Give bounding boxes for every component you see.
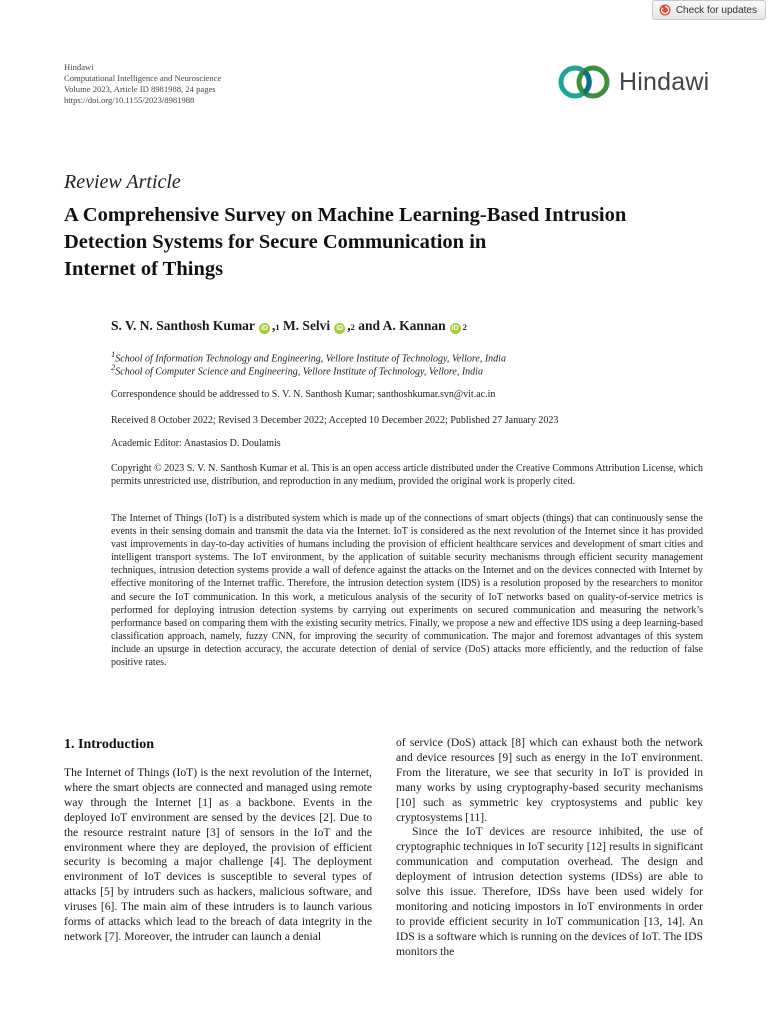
author-affiliation-sup: 2: [350, 322, 355, 332]
orcid-icon[interactable]: iD: [336, 325, 344, 332]
body-column-right: [396, 736, 703, 960]
body-column-left: [64, 766, 372, 945]
correspondence: Correspondence should be addressed to S. V. N. Santhosh Kumar; santhoshkumar.svn@vit.ac.in: [111, 389, 496, 400]
check-for-updates-label: Check for updates: [675, 4, 757, 16]
academic-editor: Academic Editor: Anastasios D. Doulamis: [111, 438, 281, 449]
orcid-icon[interactable]: iD: [451, 325, 459, 332]
hindawi-logo: [557, 62, 709, 102]
article-dates: Received 8 October 2022; Revised 3 December 2022; Accepted 10 December 2022; Published 27 January 2023: [111, 415, 559, 426]
hindawi-logo-text: Hindawi: [619, 67, 710, 96]
article-type: Review Article: [64, 171, 181, 193]
affiliation: $^1$School of Information Technology and Engineering, Vellore Institute of Technology, Vellore, India: [111, 349, 506, 365]
paragraph: of service (DoS) attack [8] which can exhaust both the network and device resources [9] such as energy in the IoT environment. From the literature, we see that security in IoT is provided in many works by using cryptography-based security mechanisms [10] such as symmetric key cryptosystems and public key cryptosystems [11].: [396, 736, 703, 824]
copyright-notice: Copyright © 2023 S. V. N. Santhosh Kumar et al. This is an open access article distributed under the Creative Commons Attribution License, which permits unrestricted use, distribution, and reproduction in any medium, provided the original work is properly cited.: [111, 463, 703, 488]
publisher-name: Hindawi: [64, 62, 94, 72]
author-name[interactable]: and A. Kannan: [358, 318, 446, 333]
check-for-updates-button[interactable]: [652, 0, 766, 20]
volume-line: Volume 2023, Article ID 8981988, 24 pages: [64, 84, 216, 94]
hindawi-logo-mark: [557, 62, 613, 102]
author-affiliation-sup: 1: [275, 322, 280, 332]
journal-name: Computational Intelligence and Neuroscience: [64, 73, 222, 83]
journal-info: [64, 62, 221, 106]
section-heading: 1. Introduction: [64, 737, 154, 752]
update-icon: [659, 4, 671, 16]
author-affiliation-sup: 2: [462, 322, 467, 332]
paragraph: The Internet of Things (IoT) is the next revolution of the Internet, where the smart objects are connected and managed using remote way through the Internet [1] as a backbone. Events in the deployed IoT environment are sensed by the devices [2]. Due to the resource restraint nature [3] of sensors in the IoT and the environment where they are deployed, the provision of efficient security is becoming a major challenge [4]. The deployment environment of IoT devices is susceptible to several types of attacks [5] by intruders such as hackers, malicious software, and viruses [6]. The main aim of these intruders is to launch various forms of attacks which lead to the breach of data integrity in the network [7]. Moreover, the intruder can launch a denial: [64, 766, 372, 943]
article-title: [64, 202, 724, 283]
orcid-icon[interactable]: iD: [260, 325, 268, 332]
author-name[interactable]: S. V. N. Santhosh Kumar: [111, 318, 255, 333]
title-line: Internet of Things: [64, 258, 224, 280]
title-line: Detection Systems for Secure Communication in: [64, 231, 487, 253]
abstract: The Internet of Things (IoT) is a distributed system which is made up of the connections of smart objects (things) that can continuously sense the events in their sensing domain and transmit the data via the Internet. IoT is considered as the next revolution of the Internet since it has provided vast improvements in day-to-day activities of humans including the provision of efficient healthcare services and development of smart cities and intelligent transport systems. The IoT environment, by the application of suitable security mechanisms through efficient security management techniques, intrusion detection systems provide a wall of defence against the attacks on the Internet and on the devices connected with Internet by effective monitoring of the Internet traffic. Therefore, the intrusion detection system (IDS) is a resolution proposed by the researchers to monitor and secure the IoT communication. In this work, a meticulous analysis of the security of IoT networks based on quality-of-service metrics is performed for deploying intrusion detection systems by carrying out experiments on secured communication and measuring the network’s performance based on comparing them with the existing security metrics. Finally, we propose a new and effective IDS using a deep learning-based classification approach, namely, fuzzy CNN, for improving the security of communication. The major and foremost advantages of this system include an upsurge in detection accuracy, the accurate detection of denial of service (DoS) attacks more efficiently, and the reduction of false positive rates.: [111, 513, 703, 669]
author-list: S. V. N. Santhosh Kumar iD , 1 M. Selvi iD , 2 and A. Kannan iD 2: [111, 318, 467, 333]
title-line: A Comprehensive Survey on Machine Learning-Based Intrusion: [64, 204, 627, 226]
affiliation: $^2$School of Computer Science and Engineering, Vellore Institute of Technology, Vellore, India: [111, 362, 483, 378]
author-name[interactable]: M. Selvi: [282, 318, 331, 333]
doi-link[interactable]: https://doi.org/10.1155/2023/8981988: [64, 95, 195, 105]
paragraph: Since the IoT devices are resource inhibited, the use of cryptographic techniques in IoT security [12] results in significant communication and computation overhead. The design and deployment of intrusion detection systems (IDSs) are able to solve this issue. Therefore, IDSs have been used widely for monitoring and noticing impostors in IoT environments in order to provide efficient security in IoT communication [13, 14]. An IDS is a software which is running on the devices of IoT. The IDS monitors the: [396, 825, 703, 958]
